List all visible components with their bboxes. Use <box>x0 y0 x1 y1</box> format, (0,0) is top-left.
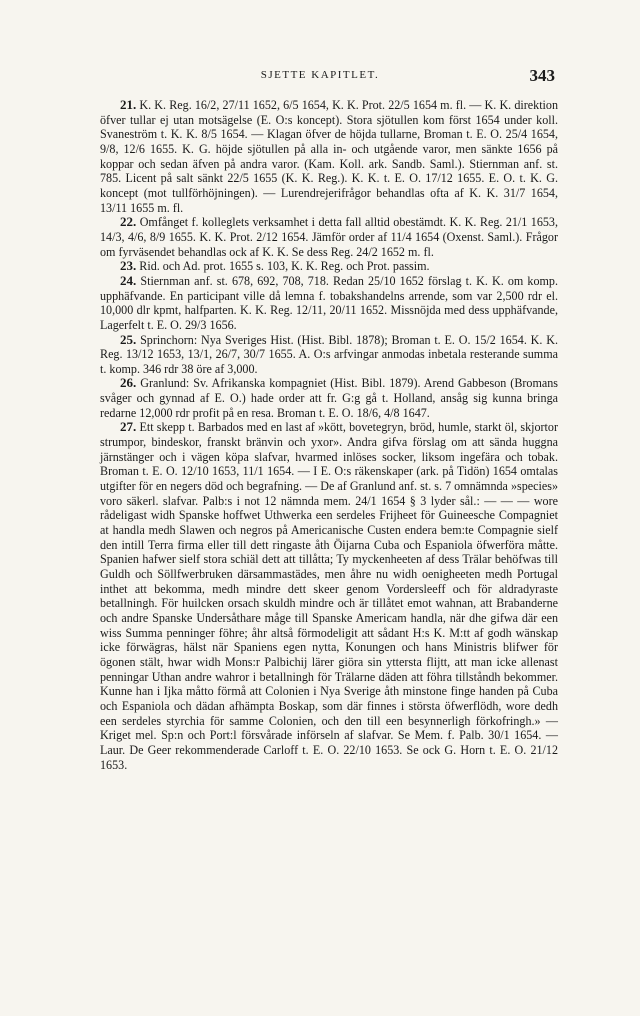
note-number: 22. <box>120 214 137 230</box>
note-25 <box>100 333 558 377</box>
note-number: 24. <box>120 272 137 288</box>
note-21 <box>100 98 558 215</box>
note-text: Granlund: Sv. Afrikanska kompagniet (Hist. Bibl. 1879). Arend Gabbeson (Bromans svåger och gynnad af E. O.) hade order att fr. G:g gå t. Holland, ansåg sig kunna bringa redarne 12,000 rdr profit på en resa. Broman t. E. O. 18/6, 4/8 1647. <box>100 376 558 420</box>
note-26 <box>100 376 558 420</box>
note-text: K. K. Reg. 16/2, 27/11 1652, 6/5 1654, K. K. Prot. 22/5 1654 m. fl. — K. K. direktion öfver tullar ej utan motsägelse (E. O:s koncept). Stora sjötullen kom först 1654 under koll. Svaneström t. K. K. 8/5 1654. — Klagan öfver de höjda tullarne, Broman t. E. O. 25/4 1654, 9/8, 12/6 1655. K. G. höjde sjötullen på alla in- och utgående varor, men sänkte 1656 på koppar och sedan äfven på andra varor. (Kam. Koll. ark. Sandb. Saml.). Stiernman anf. st. 785. Licent på salt sänkt 22/5 1655 (K. K. Reg.). K. K. t. E. O. 17/12 1655. E. O. t. K. G. koncept (mot tullförhöjningen). — Lurendrejerifrågor behandlas ofta af K. K. 31/7 1654, 13/11 1655 m. fl. <box>100 98 559 215</box>
note-24 <box>100 274 558 333</box>
running-head <box>0 66 640 86</box>
page-number: 343 <box>529 66 555 85</box>
note-27 <box>100 420 558 772</box>
note-number: 23. <box>120 258 137 274</box>
note-text: Ett skepp t. Barbados med en last af »kött, bovetegryn, bröd, humle, starkt öl, skjortor strumpor, bindeskor, franskt bränvin och yxor». Andra gifva förslag om att sända huggna järnstänger och i vägen köpa slafvar, hvarmed inlöses socker, liksom ingefära och tobak. Broman t. E. O. 12/10 1653, 11/1 1654. — I E. O:s räkenskaper (ark. på Tidön) 1654 omtalas utgifter för en negers död och begrafning. — De af Granlund anf. st. s. 7 omnämnda »species» voro säkerl. slafvar. Palb:s i not 12 nämnda mem. 24/1 1654 § 3 lyder sål.: — — — wore rådeligast widh Spanske hoffwet Uthwerka een serdeles Frijheet för Guineesche Compagniet at handla medh Slawen och negros på Americanische Custen endera bem:te Compagnie sielf den intill Terra firma eller till dett ringaste åth Öijarna Cuba och Espaniola öfwerföra måtte. Spanien hafwer sielf stora schiäl dett att tillåtta; Ty myckenheeten af dess Trälar behöfwas till Guldh och Söllfwerbruken därsammastädes, men åhre nu widh oenigheeten medh Portugal inthet att bekomma, medh mindre dett skeer genom Vordersleeff och för aldradyraste betallningh. För huilcken orsach skuldh mindre och är tillåtet emot wahnan, att Brabanderne och andre Spanske Undersåthare måge till Spanske Americam handla, när dhe gifwa där een wiss Summa penninger föhre; åhr altså förmodeligit att sådant H:s K. M:tt af godh wänskap icke förwägras, hälst när Spaniens egen nytta, Konungen och hans Ministris blifwer för ögonen stält, hwar widh Mons:r Palbichij lärer giöra sin yttersta flijtt, att man icke allenast penningar Uthan andre wahror i betallningh för Trälarne däden att föhra tillståndh bekommer. Kunne han i Ijka måtto förmå att Colonien i Nya Sverige åth minstone finge handen på Cuba och Espaniola och dädan afhämpta Boskap, som där finnes i största öfwerflödh, wore dedh een serdeles styrchia för samme Colonien, och den till een besynnerligh förkofringh.» — Kriget mel. Sp:n och Port:l försvårade införseln af slafvar. Se Mem. f. Palb. 30/1 1654. — Laur. De Geer rekommenderade Carloff t. E. O. 22/10 1653. Se ock G. Horn t. E. O. 21/12 1653. <box>100 420 558 772</box>
notes-body <box>100 98 558 772</box>
note-number: 27. <box>120 419 137 435</box>
chapter-title: SJETTE KAPITLET. <box>260 69 380 81</box>
note-text: Stiernman anf. st. 678, 692, 708, 718. Redan 25/10 1652 förslag t. K. K. om komp. upphäfvande. En participant ville då lemna f. tobakshandelns arrende, som var 2,500 rdr el. 10,000 dlr kpmt, halfparten. K. K. Reg. 12/11, 20/11 1652. Missnöjda med dess upphäfvande, Lagerfelt t. E. O. 29/3 1656. <box>100 273 558 332</box>
note-23 <box>100 259 558 274</box>
note-text: Sprinchorn: Nya Sveriges Hist. (Hist. Bibl. 1878); Broman t. E. O. 15/2 1654. K. K. Reg. 13/12 1653, 13/1, 26/7, 30/7 1655. A. O:s arfvingar anmodas inbetala resterande summa t. komp. 346 rdr 38 öre af 3,000. <box>100 332 558 376</box>
note-number: 25. <box>120 331 137 347</box>
note-text: Rid. och Ad. prot. 1655 s. 103, K. K. Reg. och Prot. passim. <box>139 259 430 274</box>
note-text: Omfånget f. kolleglets verksamhet i detta fall alltid obestämdt. K. K. Reg. 21/1 1653, 14/3, 4/6, 8/9 1655. K. K. Prot. 2/12 1654. Jämför order af 11/4 1654 (Oxenst. Saml.). Frågor om fyrväsendet behandlas ock af K. K. Se dess Reg. 24/2 1652 m. fl. <box>100 215 558 259</box>
note-number: 26. <box>120 375 137 391</box>
note-22 <box>100 215 558 259</box>
note-number: 21. <box>120 97 137 112</box>
